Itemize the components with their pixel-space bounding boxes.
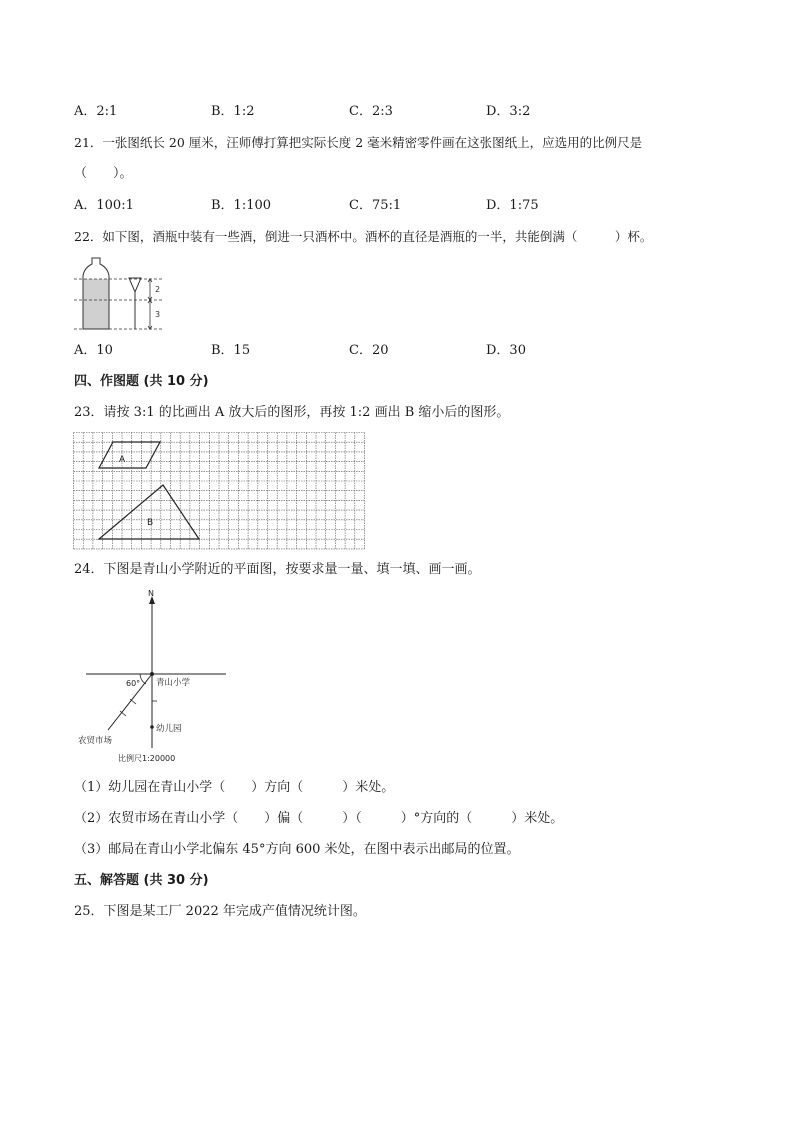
- q23-grid-figure: [73, 432, 365, 550]
- q24-sub1: （1）幼儿园在青山小学（ ）方向（ ）米处。: [74, 780, 395, 795]
- q24-map-figure: [74, 588, 244, 768]
- wine-fill: [83, 279, 109, 329]
- q21-option-c: C．75:1: [349, 198, 402, 213]
- shape-b-triangle: [99, 485, 199, 539]
- q21-stem-cont: （ ）。: [74, 166, 133, 181]
- square-grid: [74, 433, 365, 549]
- q22-stem: 22．如下图，酒瓶中装有一些酒，倒进一只酒杯中。酒杯的直径是酒瓶的一半，共能倒满（ ）杯。: [74, 229, 653, 244]
- dim-label-2: 2: [155, 285, 161, 294]
- q21-option-a: A．100:1: [74, 198, 134, 213]
- q20-option-d: D．3:2: [486, 104, 531, 119]
- q21-option-d: D．1:75: [486, 198, 539, 213]
- wine-glass-icon: [129, 278, 141, 292]
- q23-stem: 23．请按 3:1 的比画出 A 放大后的图形，再按 1:2 画出 B 缩小后的图形。: [74, 405, 510, 420]
- q21-option-b: B．1:100: [211, 198, 272, 213]
- scale-label: 比例尺1:20000: [118, 754, 176, 763]
- q25-stem: 25．下图是某工厂 2022 年完成产值情况统计图。: [74, 904, 366, 919]
- market-label: 农贸市场: [78, 736, 113, 746]
- q20-option-c: C．2:3: [349, 104, 393, 119]
- kindergarten-point: [150, 725, 154, 729]
- q22-bottle-glass-figure: [70, 254, 170, 334]
- q24-sub2: （2）农贸市场在青山小学（ ）偏（ ）（ ）°方向的（ ）米处。: [74, 811, 564, 826]
- q24-sub3: （3）邮局在青山小学北偏东 45°方向 600 米处，在图中表示出邮局的位置。: [74, 842, 520, 857]
- q20-option-b: B．1:2: [211, 104, 255, 119]
- shape-a-label: A: [119, 455, 126, 465]
- q22-option-a: A．10: [74, 343, 113, 358]
- q24-stem: 24．下图是青山小学附近的平面图，按要求量一量、填一填、画一画。: [74, 562, 481, 577]
- q22-option-c: C．20: [349, 343, 389, 358]
- dim-label-3: 3: [155, 310, 161, 319]
- school-label: 青山小学: [156, 678, 191, 688]
- north-label: N: [148, 589, 154, 598]
- section4-heading: 四、作图题 (共 10 分): [74, 374, 209, 389]
- kindergarten-label: 幼儿园: [156, 724, 182, 734]
- q22-option-b: B．15: [211, 343, 251, 358]
- q20-option-a: A．2:1: [74, 104, 118, 119]
- angle-label: 60°: [126, 679, 141, 688]
- shape-b-label: B: [147, 518, 154, 528]
- section5-heading: 五、解答题 (共 30 分): [74, 873, 209, 888]
- q21-stem: 21．一张图纸长 20 厘米，汪师傅打算把实际长度 2 毫米精密零件画在这张图纸上，应选用的比例尺是: [74, 135, 643, 150]
- q22-option-d: D．30: [486, 343, 526, 358]
